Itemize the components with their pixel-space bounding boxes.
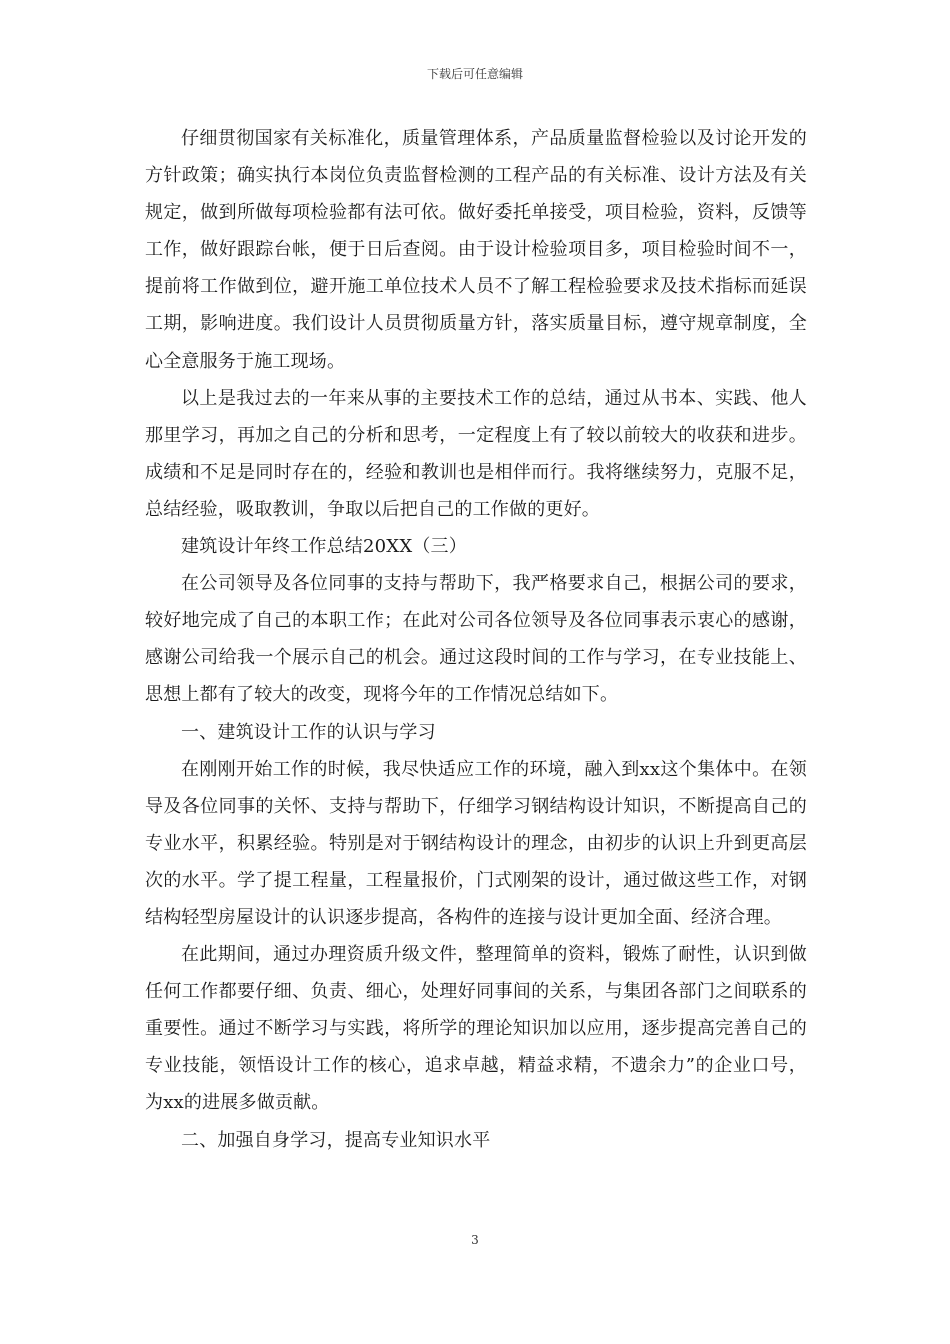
page-number: 3: [471, 1233, 479, 1247]
section-title: 建筑设计年终工作总结20XX（三）: [181, 536, 467, 558]
page-header: 下载后可任意编辑: [426, 67, 523, 81]
paragraph-qualification: 在此期间，通过办理资质升级文件，整理简单的资料，锻炼了耐性，认识到做任何工作都要仔细、负责、细心，处理好同事间的关系，与集团各部门之间联系的重要性。通过不断学习与实践，将所学的理论知识加以应用，逐步提高完善自己的专业技能，领悟设计工作的核心，追求卓越，精益求精，不遗余力”的企业口号，为xx的进展多做贡献。: [145, 944, 807, 1114]
paragraph-learning: 在刚刚开始工作的时候，我尽快适应工作的环境，融入到xx这个集体中。在领导及各位同事的关怀、支持与帮助下，仔细学习钢结构设计知识，不断提高自己的专业水平，积累经验。特别是对于钢结构设计的理念，由初步的认识上升到更高层次的水平。学了提工程量，工程量报价，门式刚架的设计，通过做这些工作，对钢结构轻型房屋设计的认识逐步提高，各构件的连接与设计更加全面、经济合理。: [145, 758, 807, 928]
paragraph-summary: 以上是我过去的一年来从事的主要技术工作的总结，通过从书本、实践、他人那里学习，再加之自己的分析和思考，一定程度上有了较以前较大的收获和进步。成绩和不足是同时存在的，经验和教训也是相伴而行。我将继续努力，克服不足，总结经验，吸取教训，争取以后把自己的工作做的更好。: [145, 387, 807, 520]
document-body: [145, 120, 807, 1159]
heading-part-two: 二、加强自身学习，提高专业知识水平: [181, 1129, 491, 1151]
heading-part-one: 一、建筑设计工作的认识与学习: [181, 721, 436, 743]
paragraph-intro: 在公司领导及各位同事的支持与帮助下，我严格要求自己，根据公司的要求，较好地完成了自己的本职工作；在此对公司各位领导及各位同事表示衷心的感谢，感谢公司给我一个展示自己的机会。通过这段时间的工作与学习，在专业技能上、思想上都有了较大的改变，现将今年的工作情况总结如下。: [145, 573, 807, 706]
paragraph-quality-policy: 仔细贯彻国家有关标准化，质量管理体系，产品质量监督检验以及讨论开发的方针政策；确实执行本岗位负责监督检测的工程产品的有关标准、设计方法及有关规定，做到所做每项检验都有法可依。做好委托单接受，项目检验，资料，反馈等工作，做好跟踪台帐，便于日后查阅。由于设计检验项目多，项目检验时间不一，提前将工作做到位，避开施工单位技术人员不了解工程检验要求及技术指标而延误工期，影响进度。我们设计人员贯彻质量方针，落实质量目标，遵守规章制度，全心全意服务于施工现场。: [145, 128, 807, 372]
